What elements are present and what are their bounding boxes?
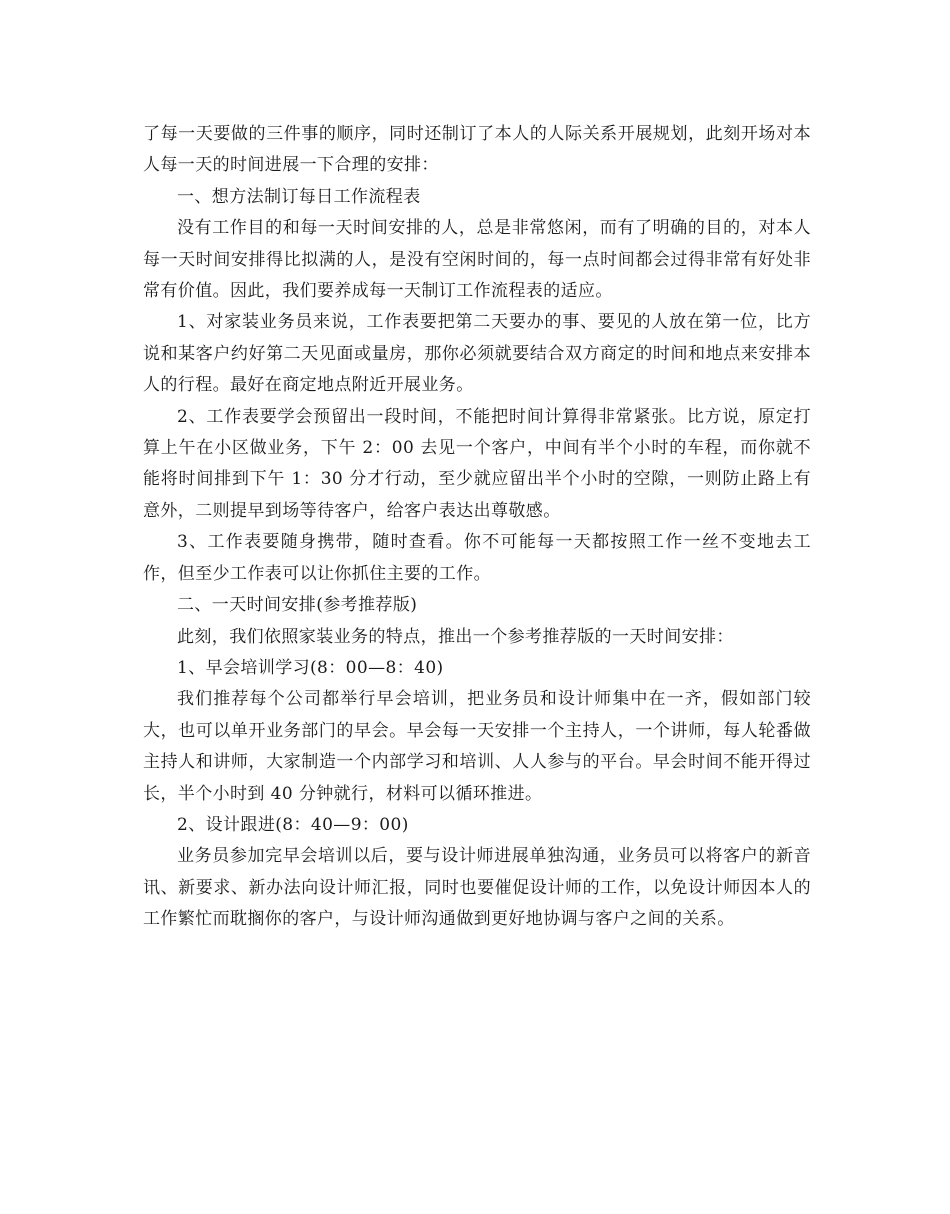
- paragraph: 我们推荐每个公司都举行早会培训，把业务员和设计师集中在一齐，假如部门较大，也可以单开业务部门的早会。早会每一天安排一个主持人，一个讲师，每人轮番做主持人和讲师，大家制造一个内部学习和培训、人人参与的平台。早会时间不能开得过长，半个小时到 40 分钟就行，材料可以循环推进。: [143, 689, 811, 804]
- list-item-1: 1、对家装业务员来说，工作表要把第二天要办的事、要见的人放在第一位，比方说和某客户约好第二天见面或量房，那你必须就要结合双方商定的时间和地点来安排本人的行程。最好在商定地点附近开展业务。: [143, 312, 811, 396]
- list-item-2: 2、工作表要学会预留出一段时间，不能把时间计算得非常紧张。比方说，原定打算上午在小区做业务，下午 2：00 去见一个客户，中间有半个小时的车程，而你就不能将时间排到下午 1：30 分才行动，至少就应留出半个小时的空隙，一则防止路上有意外，二则提早到场等待客户，给客户表达出尊敬感。: [143, 406, 811, 521]
- document-body: [143, 119, 811, 936]
- paragraph: 此刻，我们依照家装业务的特点，推出一个参考推荐版的一天时间安排：: [177, 626, 734, 647]
- paragraph-intro-continuation: 了每一天要做的三件事的顺序，同时还制订了本人的人际关系开展规划，此刻开场对本人每一天的时间进展一下合理的安排：: [143, 124, 811, 176]
- subheading-morning-training: 1、早会培训学习(8：00—8：40): [177, 657, 444, 678]
- paragraph: 没有工作目的和每一天时间安排的人，总是非常悠闲，而有了明确的目的，对本人每一天时间安排得比拟满的人，是没有空闲时间的，每一点时间都会过得非常有好处非常有价值。因此，我们要养成每一天制订工作流程表的适应。: [143, 218, 811, 302]
- subheading-design-followup: 2、设计跟进(8：40—9：00): [177, 814, 409, 835]
- section-heading-1: 一、想方法制订每日工作流程表: [177, 186, 421, 207]
- list-item-3: 3、工作表要随身携带，随时查看。你不可能每一天都按照工作一丝不变地去工作，但至少工作表可以让你抓住主要的工作。: [143, 532, 811, 584]
- section-heading-2: 二、一天时间安排(参考推荐版): [177, 595, 418, 616]
- paragraph: 业务员参加完早会培训以后，要与设计师进展单独沟通，业务员可以将客户的新音讯、新要求、新办法向设计师汇报，同时也要催促设计师的工作，以免设计师因本人的工作繁忙而耽搁你的客户，与设计师沟通做到更好地协调与客户之间的关系。: [143, 846, 811, 930]
